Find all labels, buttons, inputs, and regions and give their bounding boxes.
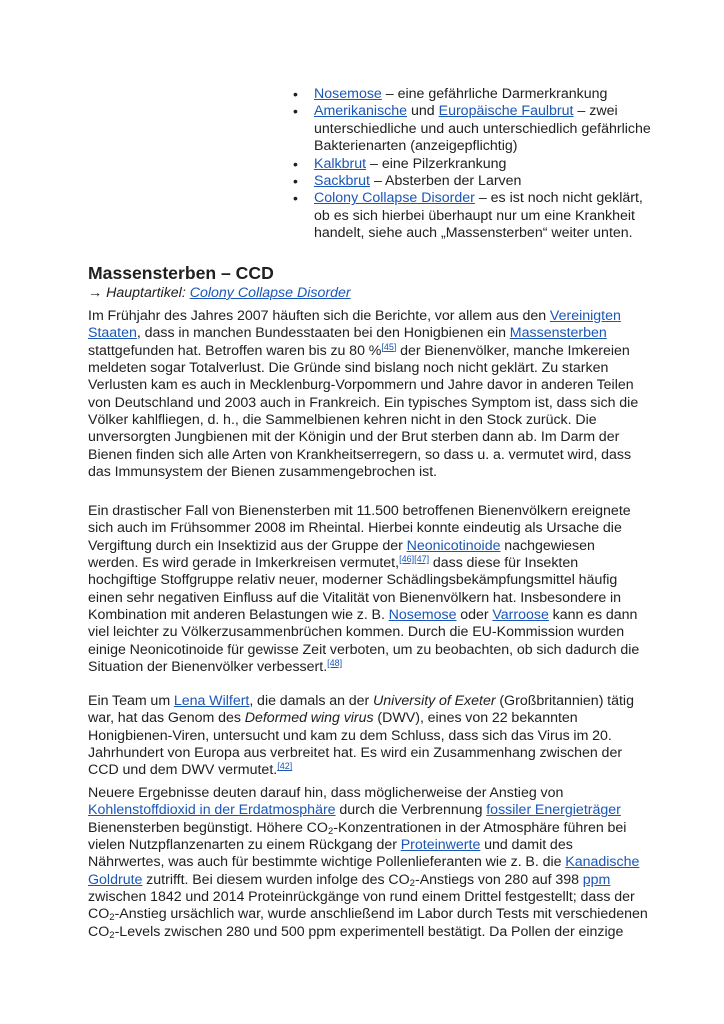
link-kanadische-goldrute[interactable]: Kanadische Goldrute [88, 854, 640, 888]
bullet-icon: • [293, 86, 298, 102]
link-massensterben[interactable]: Massensterben [509, 325, 607, 342]
text-run: (Großbritannien) tätig war, hat das Genom des [88, 693, 634, 727]
link-amerikanische[interactable]: Amerikanische [314, 103, 408, 120]
footnote-link-46[interactable]: [46] [399, 554, 415, 565]
text-run: der Bienenvölker, manche Imkereien meldeten sogar Totalverlust. Die Gründe sind bislang noch nicht geklärt. Zu starken Verlusten kam es auch in Mecklenburg-Vorpommern und Jahre davor in anderen Teilen von Deutschland und 2003 auch in Frankreich. Ein typisches Symptom ist, dass sich die Völker kahlfliegen, d. h., die Sammelbienen kehren nicht in den Stock zurück. Die unversorgten Jungbienen mit der Königin und der Brut sterben dann ab. Im Darm der Bienen finden sich alle Arten von Krankheitserregern, so dass u. a. vermutet wird, dass das Immunsystem der Bienen zusammengebrochen ist. [88, 342, 639, 481]
link-varroose[interactable]: Varroose [492, 607, 549, 624]
text-run: Bienensterben begünstigt. Höhere CO [88, 819, 328, 836]
text-run: Ein drastischer Fall von Bienensterben mit 11.500 betroffenen Bienenvölkern ereignete sich auch im Frühsommer 2008 im Rheintal. Hierbei konnte eindeutig als Ursache die Vergiftung durch ein Insektizid aus der Gruppe der [88, 503, 631, 554]
footnote-link-47[interactable]: [47] [414, 554, 430, 565]
text-run: Neuere Ergebnisse deuten darauf hin, dass möglicherweise der Anstieg von [88, 785, 564, 801]
text-run: -Konzentrationen in der Atmosphäre führen bei vielen Nutzpflanzenarten zu einem Rückgang der [88, 819, 627, 854]
text-run: , dass in manchen Bundesstaaten bei den Honigbienen ein [136, 325, 510, 342]
emphasis-virus-name: Deformed wing virus [244, 710, 374, 727]
bullet-icon: • [293, 155, 298, 172]
link-europaeische-faulbrut[interactable]: Europäische Faulbrut [438, 103, 574, 120]
link-nosemose-2[interactable]: Nosemose [388, 607, 457, 624]
section-heading: Massensterben – CCD [88, 263, 274, 283]
text-run: -Anstiegs von 280 auf 398 [414, 871, 583, 888]
list-item [290, 156, 660, 173]
footnote-ref [381, 342, 396, 352]
text-run: zutrifft. Bei diesem wurden infolge des CO [142, 871, 410, 888]
footnote-link-42[interactable]: [42] [277, 761, 293, 772]
subscript: 2 [109, 929, 115, 941]
link-kalkbrut[interactable]: Kalkbrut [314, 155, 367, 172]
list-item [290, 190, 660, 242]
text-run: zwischen 1842 und 2014 Proteinrückgänge von rund einem Drittel festgestellt; dass der CO [88, 889, 635, 923]
text-run: , die damals an der [249, 693, 373, 709]
link-vereinigte-staaten[interactable]: Vereinigten Staaten [88, 308, 621, 342]
list-item-text: – es ist noch nicht geklärt, ob es sich hierbei überhaupt nur um eine Krankheit handelt, siehe auch „Massensterben“ weiter unten. [314, 190, 643, 242]
subscript: 2 [409, 877, 415, 889]
footnote-ref [277, 761, 292, 771]
bullet-icon: • [293, 103, 298, 120]
text-run: Im Frühjahr des Jahres 2007 häuften sich die Berichte, vor allem aus den [88, 308, 550, 324]
paragraph-2 [88, 503, 648, 676]
list-item [290, 103, 660, 155]
bullet-icon: • [293, 190, 298, 207]
link-proteinwerte[interactable]: Proteinwerte [400, 837, 481, 854]
text-run: durch die Verbrennung [335, 802, 487, 819]
text-run: stattgefunden hat. Betroffen waren bis zu 80 % [88, 342, 382, 359]
paragraph-4 [88, 785, 648, 941]
footnote-ref [327, 658, 342, 668]
text-run: -Anstieg ursächlich war, wurde anschließend im Labor durch Tests mit verschiedenen CO [88, 906, 648, 940]
text-run: oder [456, 607, 493, 624]
footnote-ref [399, 554, 429, 564]
subscript: 2 [109, 912, 115, 924]
link-fossile-energietraeger[interactable]: fossiler Energieträger [486, 802, 621, 819]
paragraph-1 [88, 308, 648, 481]
link-colony-collapse-disorder[interactable]: Colony Collapse Disorder [314, 190, 475, 207]
text-run: Ein Team um [88, 693, 174, 709]
list-item-text: – zwei unterschiedliche und auch unterschiedlich gefährliche Bakterienarten (anzeigepflichtig) [314, 103, 651, 155]
text-run: und damit des Nährwertes, was auch für bestimmte wichtige Pollenlieferanten wie z. B. die [88, 837, 573, 871]
link-lena-wilfert[interactable]: Lena Wilfert [173, 693, 250, 709]
footnote-link-45[interactable]: [45] [381, 341, 397, 352]
link-nosemose[interactable]: Nosemose [314, 86, 382, 102]
bee-disease-list [290, 86, 660, 243]
text-run: kann es dann viel leichter zu Völkerzusammenbrüchen kommen. Durch die EU-Kommission wurden einige Neonicotinoide für gewisse Zeit verboten, um zu beobachten, ob sich dadurch die Situation der Bienenvölker verbessert. [88, 607, 640, 676]
link-main-article[interactable]: Colony Collapse Disorder [189, 285, 351, 301]
bullet-icon: • [293, 173, 298, 190]
link-ppm[interactable]: ppm [582, 871, 611, 888]
list-item-text: – Absterben der Larven [370, 173, 522, 190]
emphasis-university: University of Exeter [372, 693, 496, 709]
link-kohlenstoffdioxid[interactable]: Kohlenstoffdioxid in der Erdatmosphäre [88, 802, 336, 819]
main-article-prefix: → Hauptartikel: [88, 285, 190, 301]
list-item-text: – eine Pilzerkrankung [366, 155, 507, 172]
subscript: 2 [327, 825, 334, 837]
link-sackbrut[interactable]: Sackbrut [314, 173, 370, 190]
list-item [290, 173, 660, 190]
list-item [290, 86, 660, 103]
main-article-note [88, 285, 648, 303]
text-run: nachgewiesen werden. Es wird gerade in Imkerkreisen vermutet, [88, 537, 595, 572]
text-run: -Levels zwischen 280 und 500 ppm experimentell bestätigt. Da Pollen der einzige [114, 923, 624, 940]
list-item-text: – eine gefährliche Darmerkrankung [381, 86, 608, 102]
list-item-text: und [407, 103, 439, 120]
footnote-link-48[interactable]: [48] [327, 658, 343, 669]
paragraph-3 [88, 693, 648, 780]
link-neonicotinoide[interactable]: Neonicotinoide [406, 537, 501, 554]
text-run: (DWV), eines von 22 bekannten Honigbienen-Viren, untersucht und kam zu dem Schluss, dass sich das Virus im 20. Jahrhundert von Europa aus verbreitet hat. Es wird ein Zusammenhang zwischen der CCD und dem DWV vermutet. [88, 710, 623, 779]
text-run: dass diese für Insekten hochgiftige Stoffgruppe relativ neuer, moderner Schädlingsbekämpfungsmittel häufig einen sehr negativen Einfluss auf die Vitalität von Bienenvölkern hat. Insbesondere in Kombination mit anderen Belastungen wie z. B. [88, 555, 622, 624]
